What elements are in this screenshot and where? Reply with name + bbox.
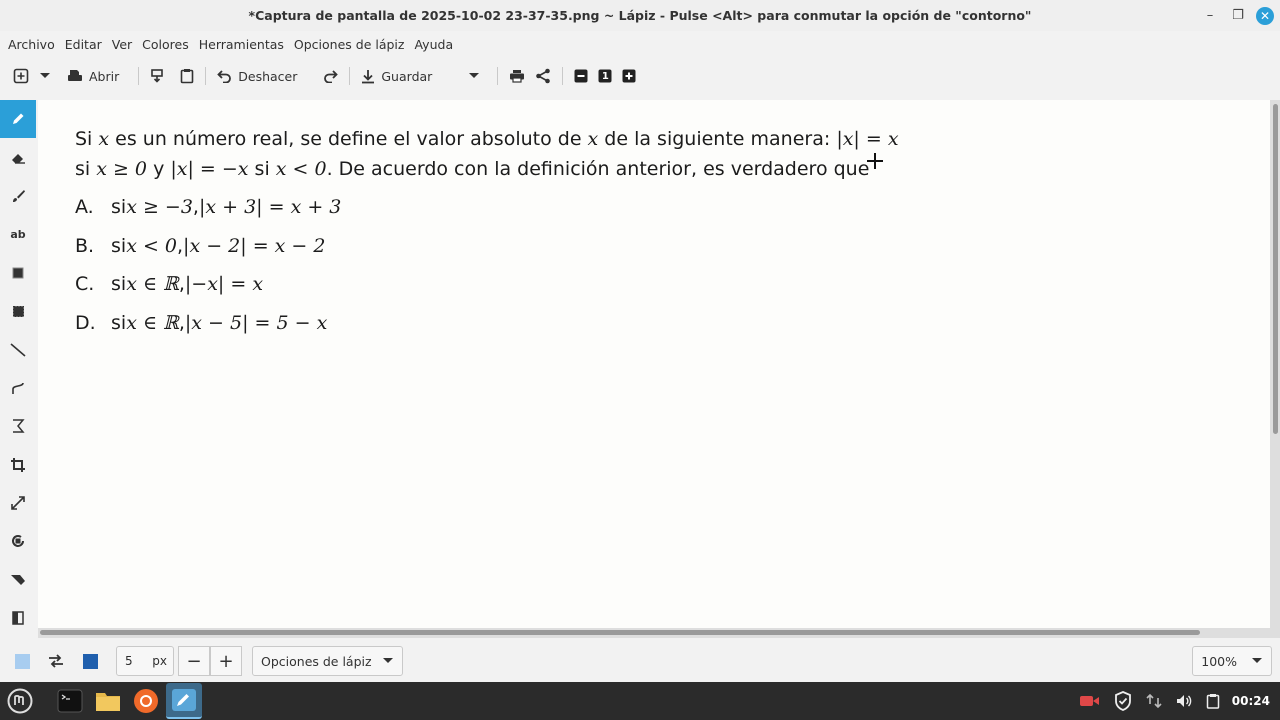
menu-colores[interactable]: Colores [142,36,189,52]
math-run: x ∈ ℝ [126,311,179,334]
pencil-options-label: Opciones de lápiz [261,653,372,669]
taskbar [0,682,1280,720]
new-icon [13,68,29,84]
mint-logo-icon [7,688,33,714]
files-launcher[interactable] [90,683,126,719]
text-run: . De acuerdo con la definición anterior, es verdadero que [326,158,870,180]
math-run: x ∈ ℝ [126,273,179,295]
statement-line-2 [75,158,899,188]
zoom-in-icon [622,69,636,83]
text-run: , [178,311,185,334]
menu-editar[interactable]: Editar [64,36,102,52]
brush-icon [11,189,25,203]
tool-curve[interactable] [0,369,36,407]
toolbar-separator [138,67,139,85]
rotate-icon [11,534,25,548]
size-increase-button[interactable]: + [210,646,242,676]
text-run: es un número real, se define el valor absoluto de [109,128,588,150]
new-button[interactable] [8,62,34,90]
option-d [75,312,899,351]
chevron-down-icon [1251,657,1263,665]
toolbar-separator [497,67,498,85]
clipboard-tray-icon[interactable] [1206,693,1220,709]
size-decrease-button[interactable]: − [178,646,210,676]
image-canvas[interactable] [38,100,1270,628]
option-a [75,196,899,235]
text-run: si [75,158,97,180]
text-run: si [111,273,127,295]
clipboard-button[interactable] [175,62,199,90]
rectangle-icon [12,267,24,279]
tool-crop[interactable] [0,446,36,484]
math-run: |x − 2| = x − 2 [183,234,326,257]
tool-filters[interactable] [0,599,36,637]
tool-scale[interactable] [0,484,36,522]
text-run: si [248,158,276,180]
toolbar-separator [205,67,206,85]
text-run: si [111,196,127,218]
text-run: y [147,158,171,180]
download-icon [361,69,375,84]
crosshair-cursor-icon [866,152,884,170]
crop-icon [11,458,25,472]
undo-button[interactable] [212,62,302,90]
tool-rotate[interactable] [0,522,36,560]
text-run: si [111,311,127,334]
firefox-icon [133,688,159,714]
terminal-icon [57,689,83,713]
primary-color-swatch [15,654,30,669]
maximize-button[interactable]: ❐ [1232,8,1244,23]
menu-opciones-lapiz[interactable]: Opciones de lápiz [293,36,405,52]
eraser-icon [11,152,26,164]
tool-eraser[interactable] [0,138,36,176]
undo-icon [217,69,232,83]
text-run: Si [75,128,99,150]
math-run: |x| = x [836,128,899,150]
paste-button[interactable] [145,62,169,90]
math-run: x < 0 [275,158,327,180]
toolbar-separator [562,67,563,85]
toolbar-separator [349,67,350,85]
window-title: *Captura de pantalla de 2025-10-02 23-37-35.png ~ Lápiz - Pulse <Alt> para conmutar la opción de "contorno" [248,8,1032,23]
statement-line-1 [75,128,899,158]
math-run: |x + 3| = x + 3 [198,196,342,218]
redo-icon [323,69,338,83]
folder-icon [95,690,121,712]
share-icon [535,68,551,84]
document-content [75,128,899,350]
open-label: Abrir [89,68,120,84]
size-value[interactable]: 5 [125,654,133,668]
option-letter: C. [75,273,95,295]
line-icon [10,343,26,357]
chevron-down-icon [39,72,51,80]
close-button[interactable]: ✕ [1256,7,1274,25]
firefox-launcher[interactable] [128,683,164,719]
selection-icon [12,305,25,318]
skew-icon [10,574,26,586]
drawing-app-icon [171,688,197,712]
free-shape-icon [11,419,25,433]
shield-icon[interactable] [1114,691,1132,711]
options-list [75,196,899,350]
clock[interactable]: 00:24 [1231,694,1270,708]
printer-open-icon [67,69,83,83]
zoom-original-button[interactable] [593,62,617,90]
volume-icon[interactable] [1176,694,1192,708]
print-icon [509,69,525,83]
terminal-launcher[interactable] [52,683,88,719]
tool-brush[interactable] [0,177,36,215]
tool-line[interactable] [0,330,36,368]
tool-text[interactable] [0,215,36,253]
window-controls [1196,0,1280,31]
zoom-original-badge: 1 [601,70,609,82]
pencil-icon [11,112,25,126]
print-button[interactable] [504,62,530,90]
zoom-value: 100% [1201,653,1237,669]
secondary-color-button[interactable] [76,647,104,675]
minimize-button[interactable]: – [1206,8,1214,23]
menu-launcher[interactable] [2,683,38,719]
network-icon[interactable] [1146,693,1162,709]
math-run: |x − 5| = 5 − x [184,311,328,334]
text-run: de la siguiente manera: [598,128,837,150]
screen-recorder-icon[interactable] [1080,694,1100,708]
toolbar [0,58,1280,94]
size-unit: px [152,654,167,668]
title-bar [0,0,1280,31]
share-button[interactable] [530,62,556,90]
options-bar [0,640,1280,682]
menu-bar [0,31,1280,57]
menu-ayuda[interactable]: Ayuda [414,36,454,52]
zoom-out-icon [574,69,588,83]
tools-sidebar [0,100,36,638]
math-run: |−x| = x [184,273,264,295]
undo-label: Deshacer [238,68,298,84]
math-run: x [98,128,110,150]
secondary-color-swatch [83,654,98,669]
option-letter: D. [75,311,96,334]
pencil-options-dropdown[interactable] [252,646,403,676]
scale-icon [11,496,25,510]
system-tray [1066,682,1280,720]
option-c [75,273,899,312]
zoom-out-button[interactable] [569,62,593,90]
text-run: , [177,234,184,257]
filters-icon [12,611,24,625]
option-letter: B. [75,234,95,257]
save-button[interactable] [356,62,437,90]
option-letter: A. [75,196,94,218]
vertical-scrollbar[interactable] [1273,104,1278,434]
zoom-dropdown[interactable] [1192,646,1272,676]
math-run: x ≥ 0 [96,158,148,180]
new-dropdown-button[interactable] [34,62,56,90]
swap-icon [48,654,64,668]
option-b [75,235,899,274]
menu-ver[interactable]: Ver [111,36,133,52]
zoom-in-button[interactable] [617,62,641,90]
primary-color-button[interactable] [8,647,36,675]
horizontal-scrollbar[interactable] [40,630,1200,635]
swap-colors-button[interactable] [42,647,70,675]
save-label: Guardar [381,68,433,84]
text-run: , [178,273,185,295]
math-run: x < 0 [126,234,177,257]
pencil-app-taskbar-item[interactable] [166,683,202,719]
menu-herramientas[interactable]: Herramientas [198,36,284,52]
tool-rectangle[interactable] [0,254,36,292]
curve-icon [11,381,25,395]
chevron-down-icon [468,72,480,80]
math-run: x [587,128,599,150]
save-dropdown-button[interactable] [463,62,485,90]
tool-skew[interactable] [0,561,36,599]
open-button[interactable] [62,62,124,90]
tool-free-shape[interactable] [0,407,36,445]
redo-button[interactable] [318,62,343,90]
math-run: x ≥ −3 [126,196,193,218]
menu-archivo[interactable]: Archivo [8,36,55,52]
text-run: si [111,234,127,257]
chevron-down-icon [382,657,394,665]
canvas-scroll-area[interactable] [38,100,1280,638]
tool-pencil[interactable] [0,100,36,138]
paste-icon [150,68,164,84]
text-tool-icon: ab [10,227,26,241]
size-field[interactable] [116,646,174,676]
math-run: |x| = −x [170,158,249,180]
text-run: , [192,196,199,218]
clipboard-icon [180,68,194,84]
tool-selection[interactable] [0,292,36,330]
